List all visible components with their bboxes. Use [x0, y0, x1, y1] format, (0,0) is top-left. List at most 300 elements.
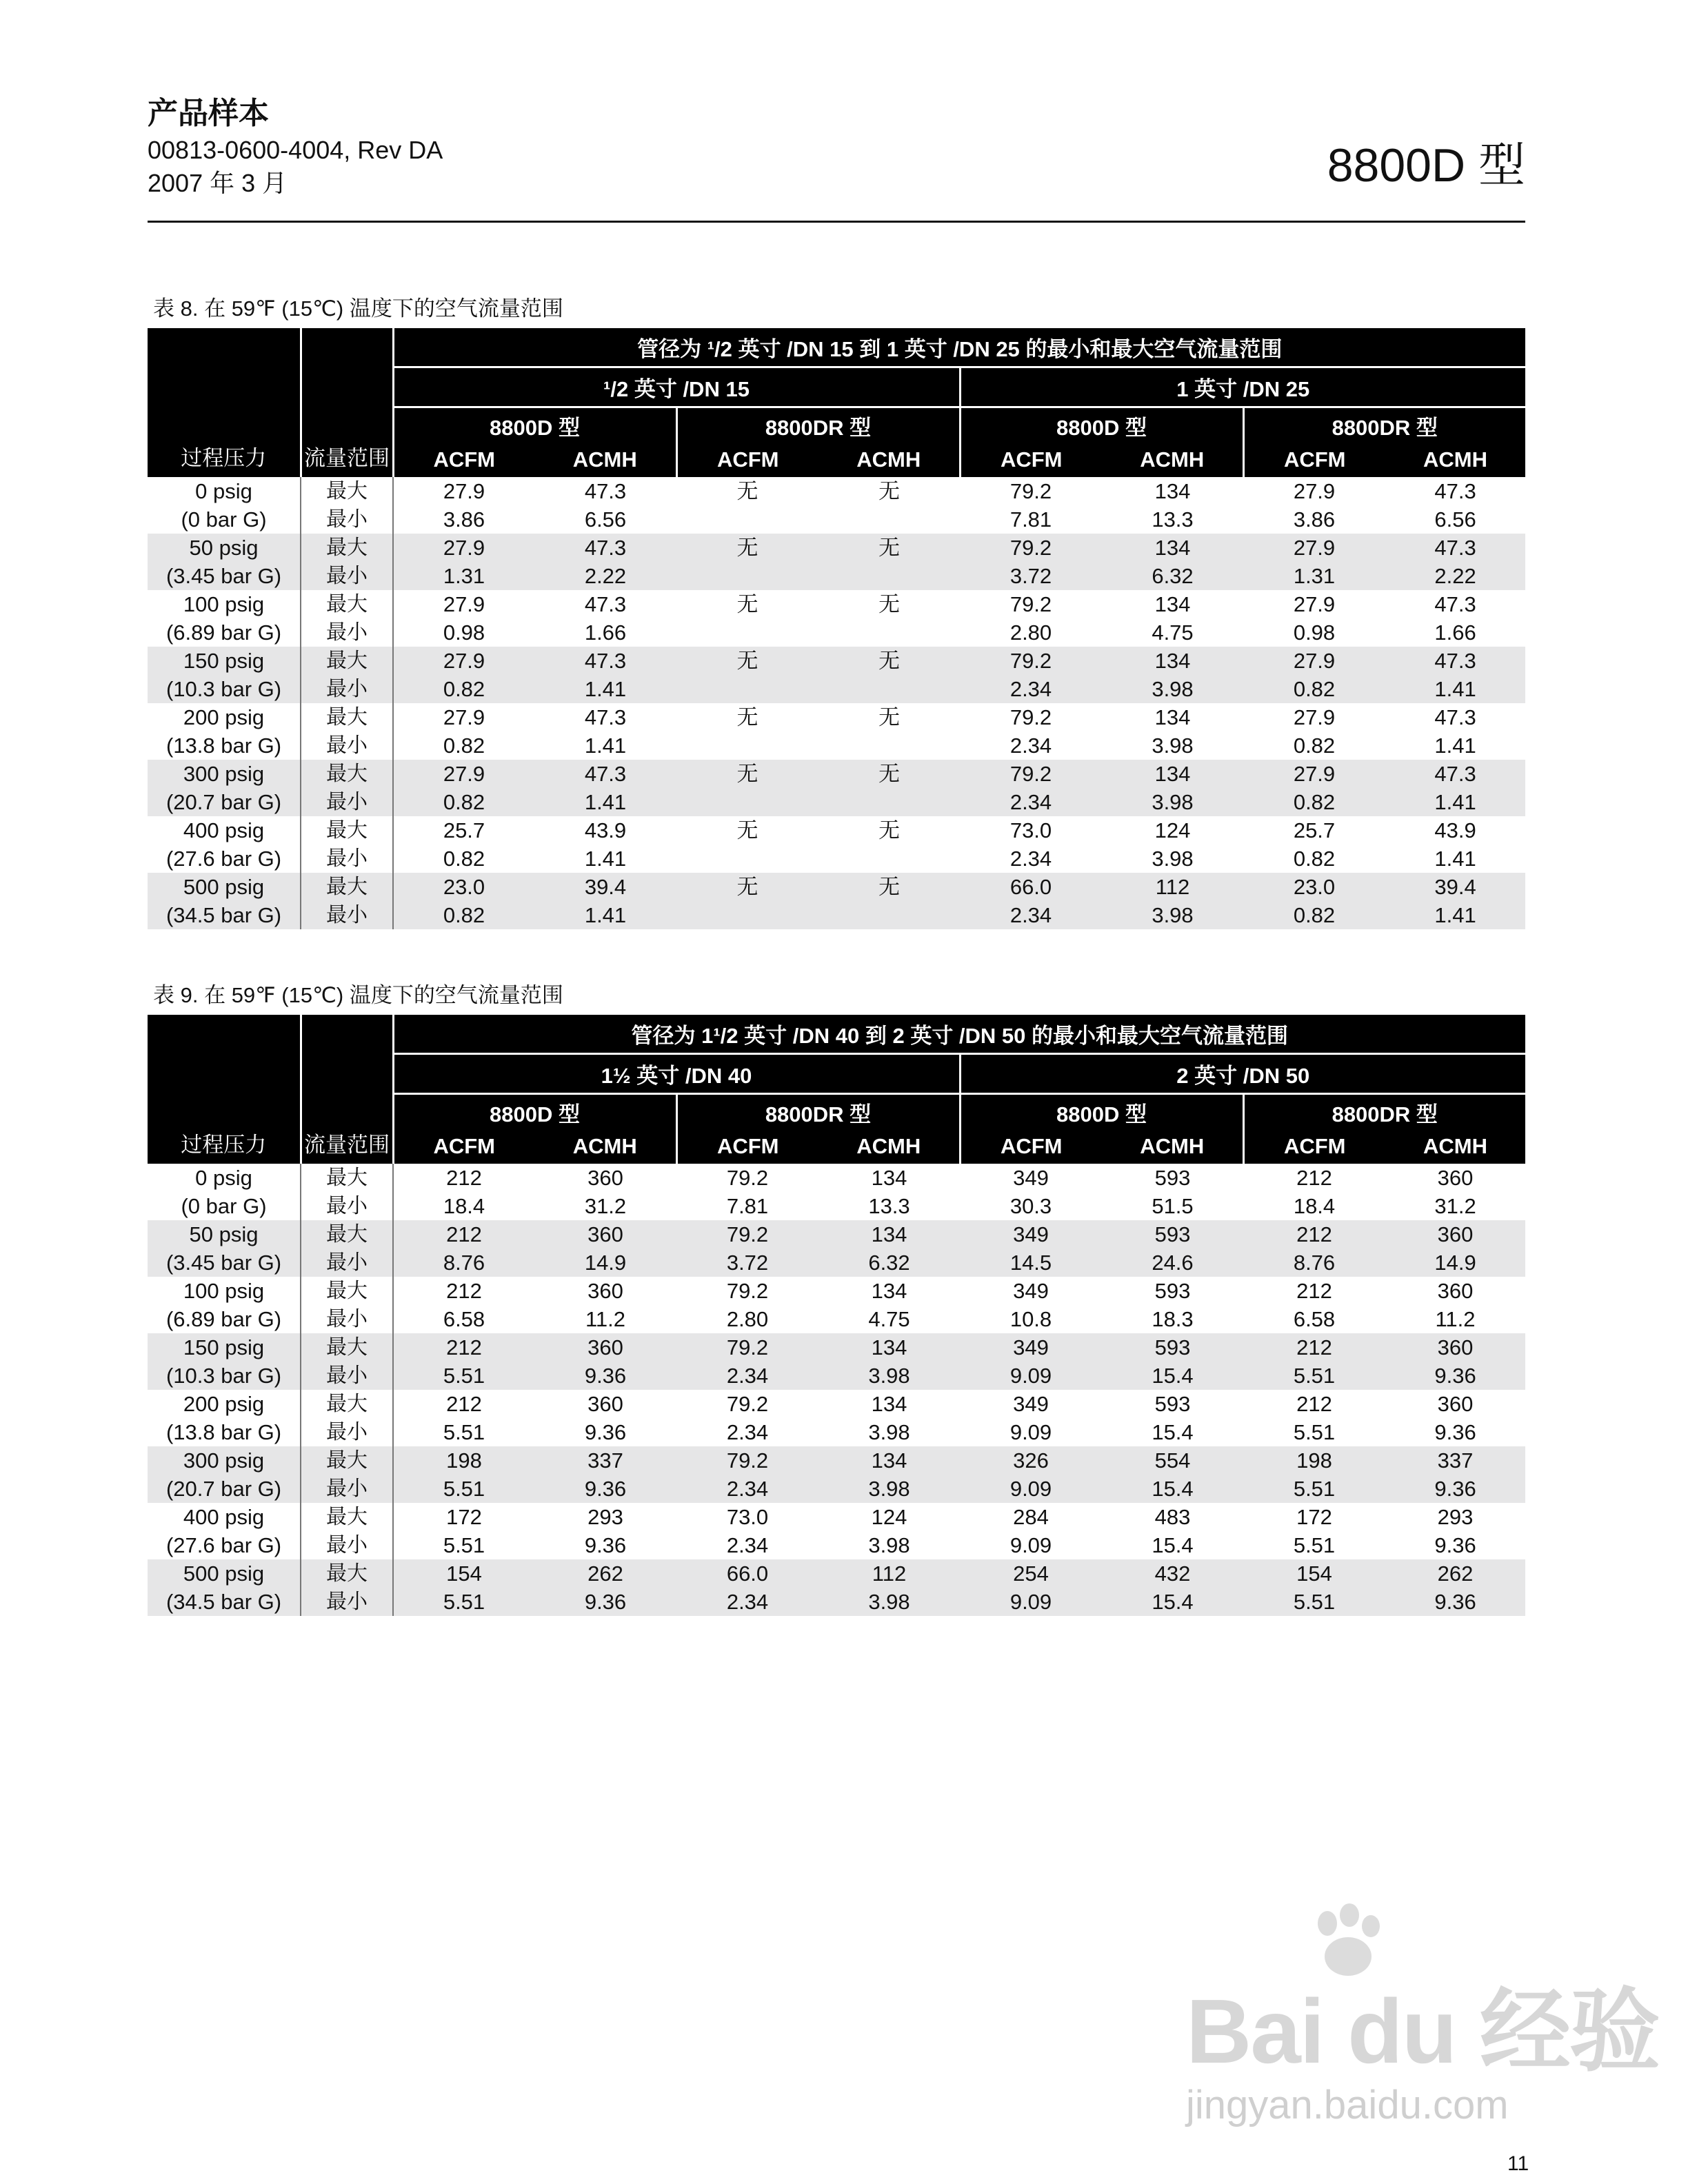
max-value: 554 — [1154, 1448, 1191, 1473]
max-value: 47.3 — [1434, 649, 1476, 673]
range-max-label: 最大 — [326, 649, 368, 672]
min-value: 1.41 — [584, 847, 627, 871]
value-cell — [393, 1503, 534, 1559]
table-9-caption: 表 9. 在 59℉ (15℃) 温度下的空气流量范围 — [153, 983, 563, 1007]
range-max-label: 最大 — [326, 536, 368, 559]
min-value: 2.34 — [726, 1420, 769, 1444]
max-value: 27.9 — [443, 649, 485, 673]
size-header: 1½ 英寸 /DN 40 — [393, 1054, 960, 1094]
max-value: 79.2 — [726, 1222, 769, 1246]
max-value: 79.2 — [1009, 536, 1052, 560]
min-value: 3.98 — [1152, 903, 1194, 927]
max-value: 593 — [1154, 1222, 1191, 1246]
value-cell — [393, 1390, 534, 1446]
min-value: 3.72 — [726, 1251, 769, 1275]
max-value: 124 — [1154, 818, 1191, 842]
value-cell — [534, 477, 676, 534]
min-value — [676, 731, 818, 760]
pressure-bar: (27.6 bar G) — [165, 847, 282, 871]
min-value — [818, 618, 960, 647]
max-value: 无 — [878, 479, 900, 503]
min-value: 7.81 — [1009, 507, 1052, 532]
pressure-cell — [148, 1559, 301, 1616]
min-value: 1.41 — [584, 903, 627, 927]
value-cell — [1102, 1390, 1243, 1446]
value-cell — [534, 760, 676, 816]
pressure-psig: 200 psig — [183, 705, 265, 729]
min-value: 1.41 — [1434, 847, 1476, 871]
value-cell — [818, 873, 960, 929]
max-value: 47.3 — [1434, 705, 1476, 729]
table-row — [148, 1390, 1525, 1446]
page-number: 11 — [1507, 2152, 1529, 2175]
max-value: 124 — [871, 1505, 907, 1529]
pressure-bar: (13.8 bar G) — [165, 734, 282, 758]
max-value: 79.2 — [1009, 762, 1052, 786]
pressure-bar: (3.45 bar G) — [165, 564, 282, 588]
value-cell — [534, 1164, 676, 1220]
value-cell — [393, 477, 534, 534]
value-cell — [960, 1220, 1102, 1277]
min-value: 13.3 — [1152, 507, 1194, 532]
value-cell — [1102, 1446, 1243, 1503]
range-max-label: 最大 — [326, 480, 368, 503]
max-value: 262 — [1437, 1561, 1474, 1586]
value-cell — [818, 1220, 960, 1277]
range-max-label: 最大 — [326, 1562, 368, 1585]
unit-header: ACMH — [1102, 1129, 1243, 1164]
value-cell — [534, 1390, 676, 1446]
value-cell — [818, 1559, 960, 1616]
table-row — [148, 1164, 1525, 1220]
max-value: 无 — [878, 762, 900, 786]
unit-header: ACFM — [393, 443, 534, 477]
min-value: 0.98 — [1293, 620, 1336, 645]
max-value: 79.2 — [1009, 592, 1052, 616]
value-cell — [818, 703, 960, 760]
max-value: 47.3 — [1434, 479, 1476, 503]
value-cell — [1102, 1220, 1243, 1277]
max-value: 无 — [736, 762, 758, 786]
range-cell — [301, 1503, 393, 1559]
range-min-label: 最小 — [326, 1534, 368, 1557]
max-value: 172 — [1296, 1505, 1332, 1529]
max-value: 无 — [878, 536, 900, 560]
pressure-cell — [148, 534, 301, 590]
value-cell — [534, 534, 676, 590]
doc-number: 00813-0600-4004, Rev DA — [148, 136, 443, 164]
max-value: 73.0 — [726, 1505, 769, 1529]
pressure-psig: 500 psig — [183, 1561, 265, 1586]
min-value: 1.41 — [584, 734, 627, 758]
value-cell — [1243, 1277, 1385, 1333]
value-cell — [818, 1333, 960, 1390]
value-cell — [1243, 1333, 1385, 1390]
range-min-label: 最小 — [326, 904, 368, 927]
pressure-bar: (27.6 bar G) — [165, 1533, 282, 1557]
min-value: 31.2 — [584, 1194, 627, 1218]
value-cell — [960, 1390, 1102, 1446]
pressure-cell — [148, 647, 301, 703]
max-value: 360 — [587, 1335, 623, 1359]
table-row — [148, 1277, 1525, 1333]
value-cell — [1243, 1220, 1385, 1277]
min-value: 51.5 — [1152, 1194, 1194, 1218]
max-value: 无 — [736, 592, 758, 616]
pressure-bar: (13.8 bar G) — [165, 1420, 282, 1444]
max-value: 47.3 — [584, 762, 627, 786]
pressure-cell — [148, 873, 301, 929]
max-value: 79.2 — [726, 1448, 769, 1473]
value-cell — [1102, 1333, 1243, 1390]
max-value: 无 — [878, 592, 900, 616]
value-cell — [1243, 1164, 1385, 1220]
value-cell — [676, 1164, 818, 1220]
min-value: 15.4 — [1152, 1590, 1194, 1614]
pressure-cell — [148, 816, 301, 873]
watermark-brand: Bai du 经验 — [1186, 1981, 1660, 2082]
max-value: 360 — [587, 1222, 623, 1246]
min-value: 3.86 — [443, 507, 485, 532]
table-row — [148, 477, 1525, 534]
max-value: 39.4 — [1434, 875, 1476, 899]
min-value: 2.22 — [1434, 564, 1476, 588]
value-cell — [960, 534, 1102, 590]
max-value: 212 — [446, 1335, 482, 1359]
value-cell — [960, 760, 1102, 816]
value-cell — [676, 816, 818, 873]
model-header: 8800D 型 — [960, 407, 1243, 443]
max-value: 349 — [1013, 1335, 1049, 1359]
max-value: 134 — [1154, 479, 1191, 503]
model-header: 8800DR 型 — [676, 1094, 960, 1130]
min-value: 14.9 — [584, 1251, 627, 1275]
range-max-label: 最大 — [326, 819, 368, 842]
table-row — [148, 1333, 1525, 1390]
pressure-psig: 100 psig — [183, 592, 265, 616]
max-value: 43.9 — [584, 818, 627, 842]
min-value: 3.98 — [1152, 734, 1194, 758]
min-value: 3.86 — [1293, 507, 1336, 532]
range-cell — [301, 647, 393, 703]
min-value — [676, 675, 818, 703]
unit-header: ACFM — [676, 1129, 818, 1164]
max-value: 47.3 — [584, 649, 627, 673]
min-value: 7.81 — [726, 1194, 769, 1218]
min-value: 10.8 — [1009, 1307, 1052, 1331]
max-value: 47.3 — [1434, 762, 1476, 786]
max-value: 无 — [736, 536, 758, 560]
pressure-bar: (3.45 bar G) — [165, 1251, 282, 1275]
range-cell — [301, 816, 393, 873]
table-row — [148, 1559, 1525, 1616]
value-cell — [1385, 1333, 1525, 1390]
unit-header: ACMH — [1385, 1129, 1525, 1164]
max-value: 27.9 — [1293, 479, 1336, 503]
min-value: 4.75 — [1152, 620, 1194, 645]
min-value: 3.98 — [868, 1364, 910, 1388]
max-value: 212 — [1296, 1279, 1332, 1303]
max-value: 154 — [446, 1561, 482, 1586]
value-cell — [1385, 1503, 1525, 1559]
range-header: 流量范围 — [301, 1015, 393, 1164]
value-cell — [960, 1164, 1102, 1220]
value-cell — [1243, 760, 1385, 816]
value-cell — [534, 816, 676, 873]
value-cell — [1385, 1390, 1525, 1446]
value-cell — [676, 1390, 818, 1446]
min-value: 1.41 — [584, 677, 627, 701]
pressure-cell — [148, 1390, 301, 1446]
value-cell — [1243, 590, 1385, 647]
min-value: 2.80 — [726, 1307, 769, 1331]
value-cell — [960, 873, 1102, 929]
value-cell — [676, 477, 818, 534]
min-value: 3.98 — [868, 1420, 910, 1444]
min-value — [676, 505, 818, 534]
max-value: 47.3 — [1434, 536, 1476, 560]
max-value: 73.0 — [1009, 818, 1052, 842]
range-min-label: 最小 — [326, 847, 368, 870]
min-value: 18.4 — [1293, 1194, 1336, 1218]
value-cell — [393, 703, 534, 760]
max-value: 27.9 — [443, 705, 485, 729]
min-value: 1.31 — [443, 564, 485, 588]
pressure-psig: 150 psig — [183, 1335, 265, 1359]
doc-date: 2007 年 3 月 — [148, 169, 288, 197]
value-cell — [676, 703, 818, 760]
doc-type-title: 产品样本 — [148, 97, 269, 130]
table-row — [148, 816, 1525, 873]
min-value — [818, 505, 960, 534]
pressure-psig: 400 psig — [183, 818, 265, 842]
value-cell — [1385, 1446, 1525, 1503]
value-cell — [818, 816, 960, 873]
range-cell — [301, 1446, 393, 1503]
min-value: 9.36 — [584, 1533, 627, 1557]
pressure-header: 过程压力 — [148, 1015, 301, 1164]
value-cell — [393, 1277, 534, 1333]
min-value: 9.36 — [584, 1590, 627, 1614]
min-value: 15.4 — [1152, 1364, 1194, 1388]
range-max-label: 最大 — [326, 762, 368, 785]
pressure-cell — [148, 1220, 301, 1277]
value-cell — [818, 760, 960, 816]
pressure-bar: (34.5 bar G) — [165, 903, 282, 927]
min-value: 2.34 — [1009, 847, 1052, 871]
value-cell — [818, 534, 960, 590]
value-cell — [393, 590, 534, 647]
table-row — [148, 590, 1525, 647]
range-min-label: 最小 — [326, 1364, 368, 1387]
max-value: 27.9 — [443, 536, 485, 560]
range-max-label: 最大 — [326, 1506, 368, 1528]
max-value: 27.9 — [443, 762, 485, 786]
max-value: 39.4 — [584, 875, 627, 899]
min-value: 1.66 — [1434, 620, 1476, 645]
value-cell — [818, 647, 960, 703]
max-value: 27.9 — [1293, 536, 1336, 560]
value-cell — [1102, 1559, 1243, 1616]
pressure-psig: 500 psig — [183, 875, 265, 899]
value-cell — [1385, 1220, 1525, 1277]
range-min-label: 最小 — [326, 565, 368, 587]
range-cell — [301, 760, 393, 816]
min-value: 2.80 — [1009, 620, 1052, 645]
pressure-cell — [148, 590, 301, 647]
max-value: 262 — [587, 1561, 623, 1586]
max-value: 593 — [1154, 1335, 1191, 1359]
unit-header: ACMH — [1385, 443, 1525, 477]
value-cell — [960, 1446, 1102, 1503]
value-cell — [1102, 703, 1243, 760]
air-flow-table-8 — [148, 328, 1525, 929]
min-value — [818, 675, 960, 703]
min-value: 5.51 — [443, 1364, 485, 1388]
value-cell — [960, 816, 1102, 873]
max-value: 134 — [1154, 649, 1191, 673]
min-value: 14.5 — [1009, 1251, 1052, 1275]
min-value: 9.36 — [584, 1477, 627, 1501]
value-cell — [393, 1446, 534, 1503]
pressure-bar: (0 bar G) — [181, 1194, 267, 1218]
max-value: 284 — [1013, 1505, 1049, 1529]
min-value: 2.34 — [1009, 734, 1052, 758]
min-value: 0.82 — [443, 677, 485, 701]
min-value: 6.32 — [1152, 564, 1194, 588]
range-min-label: 最小 — [326, 1195, 368, 1217]
min-value: 9.09 — [1009, 1477, 1052, 1501]
pressure-bar: (10.3 bar G) — [165, 677, 282, 701]
value-cell — [818, 477, 960, 534]
model-header: 8800DR 型 — [1243, 1094, 1525, 1130]
min-value: 5.51 — [1293, 1364, 1336, 1388]
min-value: 4.75 — [868, 1307, 910, 1331]
range-min-label: 最小 — [326, 1421, 368, 1444]
min-value: 2.34 — [1009, 903, 1052, 927]
min-value: 5.51 — [443, 1420, 485, 1444]
max-value: 79.2 — [726, 1279, 769, 1303]
min-value: 18.4 — [443, 1194, 485, 1218]
min-value: 1.41 — [1434, 903, 1476, 927]
min-value: 15.4 — [1152, 1477, 1194, 1501]
table-8-caption: 表 8. 在 59℉ (15℃) 温度下的空气流量范围 — [153, 296, 563, 321]
max-value: 23.0 — [1293, 875, 1336, 899]
max-value: 360 — [587, 1166, 623, 1190]
max-value: 198 — [1296, 1448, 1332, 1473]
min-value: 0.98 — [443, 620, 485, 645]
pressure-psig: 100 psig — [183, 1279, 265, 1303]
max-value: 134 — [871, 1448, 907, 1473]
range-cell — [301, 477, 393, 534]
min-value: 3.98 — [868, 1590, 910, 1614]
unit-header: ACFM — [1243, 1129, 1385, 1164]
max-value: 79.2 — [1009, 649, 1052, 673]
range-max-label: 最大 — [326, 706, 368, 729]
min-value — [818, 845, 960, 873]
value-cell — [676, 1503, 818, 1559]
max-value: 47.3 — [584, 592, 627, 616]
min-value: 14.9 — [1434, 1251, 1476, 1275]
max-value: 337 — [587, 1448, 623, 1473]
min-value: 6.58 — [443, 1307, 485, 1331]
max-value: 79.2 — [1009, 479, 1052, 503]
value-cell — [818, 1446, 960, 1503]
value-cell — [960, 647, 1102, 703]
pressure-cell — [148, 760, 301, 816]
pressure-cell — [148, 1333, 301, 1390]
range-min-label: 最小 — [326, 678, 368, 700]
max-value: 360 — [1437, 1222, 1474, 1246]
value-cell — [676, 760, 818, 816]
max-value: 47.3 — [584, 479, 627, 503]
min-value: 9.36 — [584, 1420, 627, 1444]
min-value: 1.41 — [1434, 677, 1476, 701]
range-cell — [301, 873, 393, 929]
max-value: 134 — [1154, 536, 1191, 560]
value-cell — [1243, 1559, 1385, 1616]
value-cell — [1385, 534, 1525, 590]
range-max-label: 最大 — [326, 1280, 368, 1302]
min-value — [676, 562, 818, 590]
min-value: 9.36 — [1434, 1420, 1476, 1444]
min-value: 3.98 — [868, 1477, 910, 1501]
range-max-label: 最大 — [326, 876, 368, 898]
min-value: 15.4 — [1152, 1420, 1194, 1444]
min-value — [818, 562, 960, 590]
value-cell — [1243, 1390, 1385, 1446]
value-cell — [960, 1559, 1102, 1616]
value-cell — [534, 1446, 676, 1503]
table-9-body — [148, 1164, 1525, 1616]
max-value: 254 — [1013, 1561, 1049, 1586]
unit-header: ACMH — [534, 1129, 676, 1164]
model-title: 8800D 型 — [1327, 139, 1525, 192]
max-value: 212 — [1296, 1166, 1332, 1190]
range-min-label: 最小 — [326, 734, 368, 757]
table-8-body — [148, 477, 1525, 929]
value-cell — [393, 1164, 534, 1220]
value-cell — [960, 1503, 1102, 1559]
value-cell — [534, 590, 676, 647]
value-cell — [1243, 703, 1385, 760]
pressure-bar: (20.7 bar G) — [165, 1477, 282, 1501]
table-row — [148, 1220, 1525, 1277]
min-value: 0.82 — [443, 903, 485, 927]
pressure-psig: 300 psig — [183, 762, 265, 786]
value-cell — [1243, 816, 1385, 873]
group-header: 管径为 ¹/2 英寸 /DN 15 到 1 英寸 /DN 25 的最小和最大空气流量范围 — [393, 328, 1525, 367]
max-value: 212 — [446, 1279, 482, 1303]
unit-header: ACMH — [818, 1129, 960, 1164]
unit-header: ACFM — [393, 1129, 534, 1164]
max-value: 198 — [446, 1448, 482, 1473]
value-cell — [960, 477, 1102, 534]
value-cell — [393, 873, 534, 929]
max-value: 172 — [446, 1505, 482, 1529]
value-cell — [393, 1333, 534, 1390]
min-value: 0.82 — [443, 790, 485, 814]
min-value — [676, 901, 818, 929]
pressure-bar: (0 bar G) — [181, 507, 267, 532]
min-value: 1.41 — [584, 790, 627, 814]
max-value: 134 — [871, 1335, 907, 1359]
value-cell — [534, 1503, 676, 1559]
pressure-psig: 300 psig — [183, 1448, 265, 1473]
max-value: 483 — [1154, 1505, 1191, 1529]
table-row — [148, 1503, 1525, 1559]
value-cell — [1385, 816, 1525, 873]
